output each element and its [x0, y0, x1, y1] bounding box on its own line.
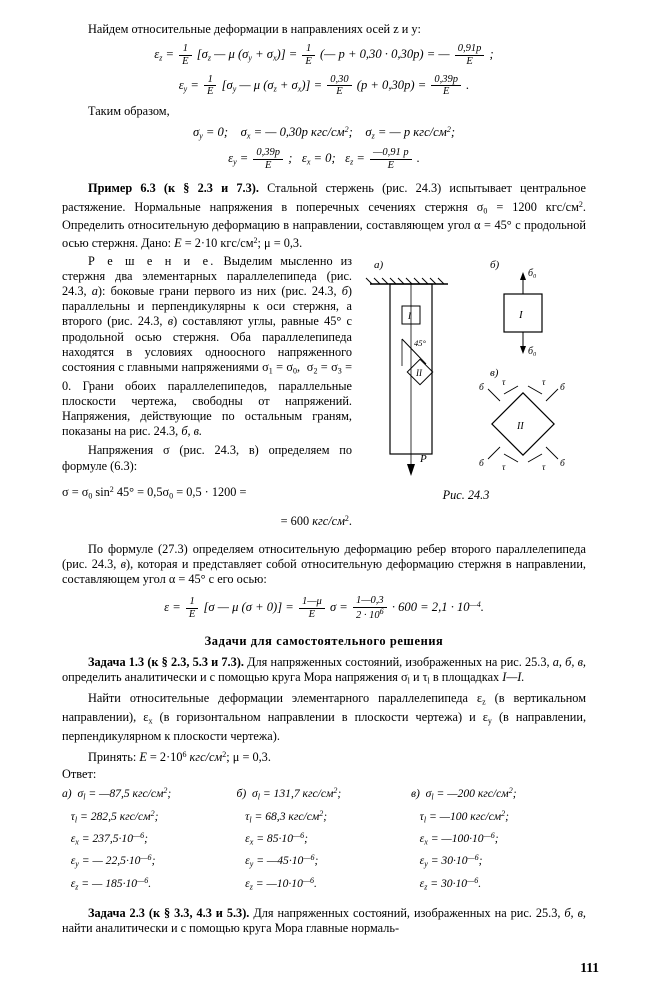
figure-24-3 [352, 254, 580, 504]
figure-element-II-v: II [517, 420, 524, 432]
formula-epsilon-summary: $\varepsilon_y$ = $\frac{0,39p}{E}$ ; $\varepsilon_x = 0$; $\varepsilon_z$ = $\frac{—0,91 p}{E}$ . [228, 146, 420, 171]
task-1-3 [62, 655, 586, 689]
stress-intro: Напряжения σ (рис. 24.3, в) определяем по формуле (6.3): [62, 443, 352, 473]
figure-sigma0-top: б₀ [528, 267, 537, 279]
solution-and-figure [62, 254, 586, 532]
figure-svg [352, 254, 580, 486]
page-content [62, 22, 586, 939]
answer-b-key: б) $\sigma_l = 131,7$ кгс/$см^2$; [236, 786, 342, 802]
figure-force-label: P [420, 452, 427, 465]
example-body: Стальной стержень (рис. 24.3) испытывает центральное растяжение. Нормальные напряжения в поперечных сечениях стержня $\sigma_0 = 1200$ кгс/$см^2$. Определить относительную деформацию в направлении, составляющем угол α = 45° с продольной осью стержня. Дано: E = 2·10 кгс/$см^2$; μ = 0,3. [62, 181, 586, 251]
figure-sigma-tl: б [479, 382, 484, 393]
task-1-3-body2: Найти относительные деформации элементарного параллелепипеда $\varepsilon_z$ (в вертикальном направлении), $\varepsilon_x$ (в горизонтальном направлении в плоскости чертежа) и $\varepsilon_y$ (в направлении, перпендикулярном к плоскости чертежа). [62, 691, 587, 743]
final-equation: ε = $\frac{1}{E}$ [σ — μ (σ + 0)] = $\frac{1—\mu}{E}$ σ = $\frac{1—0,3}{2 \cdot 10^6}$ · $600 = 2,1 \cdot 10^{—4}$. [164, 595, 484, 621]
answer-b-line4: $\varepsilon_y$ = $—45\cdot 10^{—6}$; [236, 853, 319, 869]
task-1-3-heading: Задача 1.3 (к § 2.3, 5.3 и 7.3). [88, 654, 244, 669]
solution-body: Выделим мысленно из стержня два элементарных параллелепипеда (рис. 24.3, а): боковые грани первого из них (рис. 24.3, б) параллельны и перпендикулярны к оси стержня, а второго (рис. 24.3, в) составляют углы, равные 45° с продольной осью стержня. Оба параллелепипеда находятся в условиях одноосного напряженного состояния с главными напряжениями $\sigma_1 = \sigma_0$, $\sigma_2 = \sigma_3 = 0$. Грани обоих параллелепипедов, параллельные плоскости чертежа, свободны от напряжений. Напряжения, действующие по остальным граням, показаны на рис. 24.3, б, в. [62, 253, 353, 439]
figure-element-I-b: I [519, 308, 523, 321]
intro-line: Найдем относительные деформации в направлениях осей z и y: [88, 22, 421, 36]
answer-b-line2: $\tau_l = 68,3$ кгс/$см^2$; [236, 808, 328, 825]
answer-v-line4: $\varepsilon_y = 30\cdot 10^{—6}$; [410, 853, 483, 869]
answer-v-line3: $\varepsilon_x$ = $—100\cdot 10^{—6}$; [410, 831, 499, 847]
answer-b-line3: $\varepsilon_x = 85\cdot 10^{—6}$; [236, 831, 309, 847]
answer-group-v [411, 784, 585, 896]
figure-element-II: II [416, 367, 422, 378]
answer-label: Ответ: [62, 767, 97, 782]
figure-tau-tr: τ [542, 377, 546, 388]
answers-grid [62, 784, 586, 896]
figure-element-I: I [408, 310, 411, 321]
figure-sigma-bl: б [479, 458, 484, 469]
figure-caption: Рис. 24.3 [442, 487, 490, 502]
example-paragraph [62, 181, 586, 251]
answer-v-line5: $\varepsilon_z = 30\cdot 10^{—6}$. [410, 875, 482, 892]
formula-intro: По формуле (27.3) определяем относительную деформацию ребер второго параллелепипеда (рис. 24.3, в), которая и представляет собой относительную деформацию стержня в направлении, составляющем угол α = 45° с его осью: [62, 541, 586, 586]
task-1-3-body: Для напряженных состояний, изображенных на рис. 25.3, а, б, в, определить аналитически и с помощью круга Мора напряжения $\sigma_l$ и $\tau_l$ в площадках I—I. [62, 654, 587, 686]
tasks-section-title: Задачи для самостоятельного решения [204, 633, 444, 648]
formula-epsilon-y: $\varepsilon_y$ = $\frac{1}{E}$ [$\sigma_y$ — μ $(\sigma_z + \sigma_x)$] = $\frac{0,30}{E}$ (p + 0,30p) = $\frac{0,39p}{E}$ . [178, 73, 470, 98]
answer-v-line2: $\tau_l$ = —100 кгс/$см^2$; [410, 808, 510, 825]
figure-sigma0-bottom: б₀ [528, 345, 537, 357]
stress-equation-1: $\sigma = \sigma_0$ $\sin^2 45^\circ = 0,5\sigma_0 = 0,5 \cdot 1200$ = [62, 484, 247, 501]
figure-sigma-br: б [560, 458, 565, 469]
accept-line: Принять: $E = 2\cdot 10^6$ кгс/$см^2$; μ = 0,3. [88, 749, 271, 764]
figure-label-b: б) [490, 258, 500, 271]
example-heading: Пример 6.3 (к § 2.3 и 7.3). [88, 181, 259, 196]
formula-epsilon-z: $\varepsilon_z$ = $\frac{1}{E}$ [$\sigma_z$ — μ $(\sigma_y + \sigma_x)$] = $\frac{1}{E}$ (— p + 0,30 · 0,30p) = — $\frac{0,91p}{E}$ ; [154, 43, 494, 67]
answer-v-key: в) $\sigma_l$ = —200 кгс/$см^2$; [410, 786, 517, 802]
figure-label-a: а) [374, 258, 384, 271]
task-2-3 [62, 906, 586, 936]
page-number: 111 [580, 960, 599, 975]
answer-a-line4: $\varepsilon_y$ = — $22,5\cdot 10^{—6}$; [62, 853, 156, 869]
figure-angle-label: 45° [414, 337, 426, 348]
figure-tau-tl: τ [502, 377, 506, 388]
answer-a-line5: $\varepsilon_z$ = — $185\cdot 10^{—6}$. [62, 875, 152, 892]
formula-sigma-summary: $\sigma_y = 0$; $\sigma_x$ = — 0,30p кгс/$см^2$; $\sigma_z$ = — p кгс/$см^2$; [192, 125, 456, 141]
task-2-3-body: Для напряженных состояний, изображенных на рис. 25.3, б, в, найти аналитически и с помощью круга Мора главные нормаль- [62, 906, 586, 936]
figure-column [352, 254, 580, 532]
answer-b-line5: $\varepsilon_z$ = $—10\cdot 10^{—6}$. [236, 875, 317, 892]
answer-a-key: а) $\sigma_l$ = —87,5 кгс/$см^2$; [62, 786, 172, 802]
answer-group-b [236, 784, 410, 896]
answer-group-a [62, 784, 236, 896]
figure-tau-bl: τ [502, 462, 506, 473]
figure-tau-br: τ [542, 462, 546, 473]
thus-line: Таким образом, [88, 104, 170, 119]
answer-a-line2: $\tau_l = 282,5$ кгс/$см^2$; [62, 808, 159, 825]
solution-column [62, 254, 352, 532]
stress-equation-2: = 600 кгс/$см^2$. [280, 514, 352, 529]
answer-a-line3: $\varepsilon_x = 237,5\cdot 10^{—6}$; [62, 831, 149, 847]
solution-paragraph [62, 254, 352, 440]
figure-label-v: в) [490, 366, 499, 379]
solution-label: Р е ш е н и е. [88, 253, 216, 268]
figure-sigma-tr: б [560, 382, 565, 393]
task-2-3-heading: Задача 2.3 (к § 3.3, 4.3 и 5.3). [88, 906, 250, 921]
